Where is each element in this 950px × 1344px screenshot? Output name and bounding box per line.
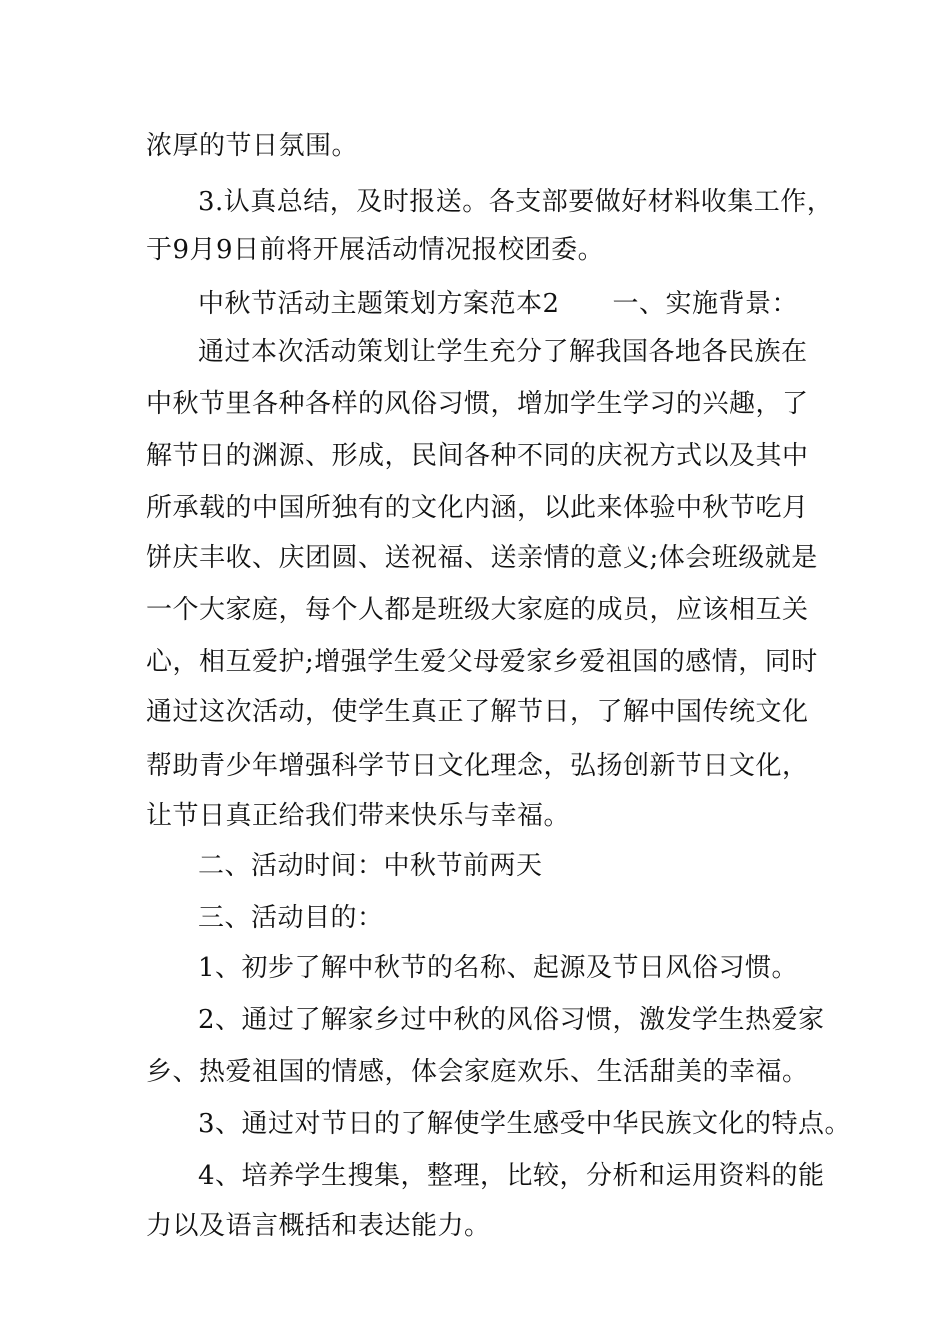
list-item-line: 3、通过对节日的了解使学生感受中华民族文化的特点。	[198, 1109, 852, 1139]
paragraph-line: 3.认真总结，及时报送。各支部要做好材料收集工作，	[198, 187, 834, 217]
list-item-line: 1、初步了解中秋节的名称、起源及节日风俗习惯。	[198, 953, 799, 983]
list-item-line: 乡、热爱祖国的情感，体会家庭欢乐、生活甜美的幸福。	[146, 1057, 809, 1087]
paragraph-line: 一个大家庭，每个人都是班级大家庭的成员，应该相互关	[146, 595, 809, 625]
paragraph-line: 通过这次活动，使学生真正了解节日，了解中国传统文化	[146, 697, 809, 727]
paragraph-line: 帮助青少年增强科学节日文化理念，弘扬创新节日文化，	[146, 751, 809, 781]
paragraph-line: 让节日真正给我们带来快乐与幸福。	[146, 801, 571, 831]
paragraph-line: 心，相互爱护;增强学生爱父母爱家乡爱祖国的感情，同时	[146, 647, 818, 677]
section-heading-line: 中秋节活动主题策划方案范本2 一、实施背景：	[198, 289, 799, 319]
paragraph-line: 浓厚的节日氛围。	[146, 131, 359, 161]
paragraph-line: 所承载的中国所独有的文化内涵，以此来体验中秋节吃月	[146, 493, 809, 523]
paragraph-line: 解节日的渊源、形成，民间各种不同的庆祝方式以及其中	[146, 441, 809, 471]
paragraph-line: 于9月9日前将开展活动情况报校团委。	[146, 235, 605, 265]
paragraph-line: 饼庆丰收、庆团圆、送祝福、送亲情的意义;体会班级就是	[146, 543, 818, 573]
list-item-line: 力以及语言概括和表达能力。	[146, 1211, 491, 1241]
section-heading-line: 二、活动时间：中秋节前两天	[198, 851, 543, 881]
paragraph-line: 中秋节里各种各样的风俗习惯，增加学生学习的兴趣，了	[146, 389, 809, 419]
list-item-line: 2、通过了解家乡过中秋的风俗习惯，激发学生热爱家	[198, 1005, 825, 1035]
list-item-line: 4、培养学生搜集，整理，比较，分析和运用资料的能	[198, 1161, 825, 1191]
section-heading-line: 三、活动目的：	[198, 903, 384, 933]
paragraph-line: 通过本次活动策划让学生充分了解我国各地各民族在	[198, 337, 808, 367]
